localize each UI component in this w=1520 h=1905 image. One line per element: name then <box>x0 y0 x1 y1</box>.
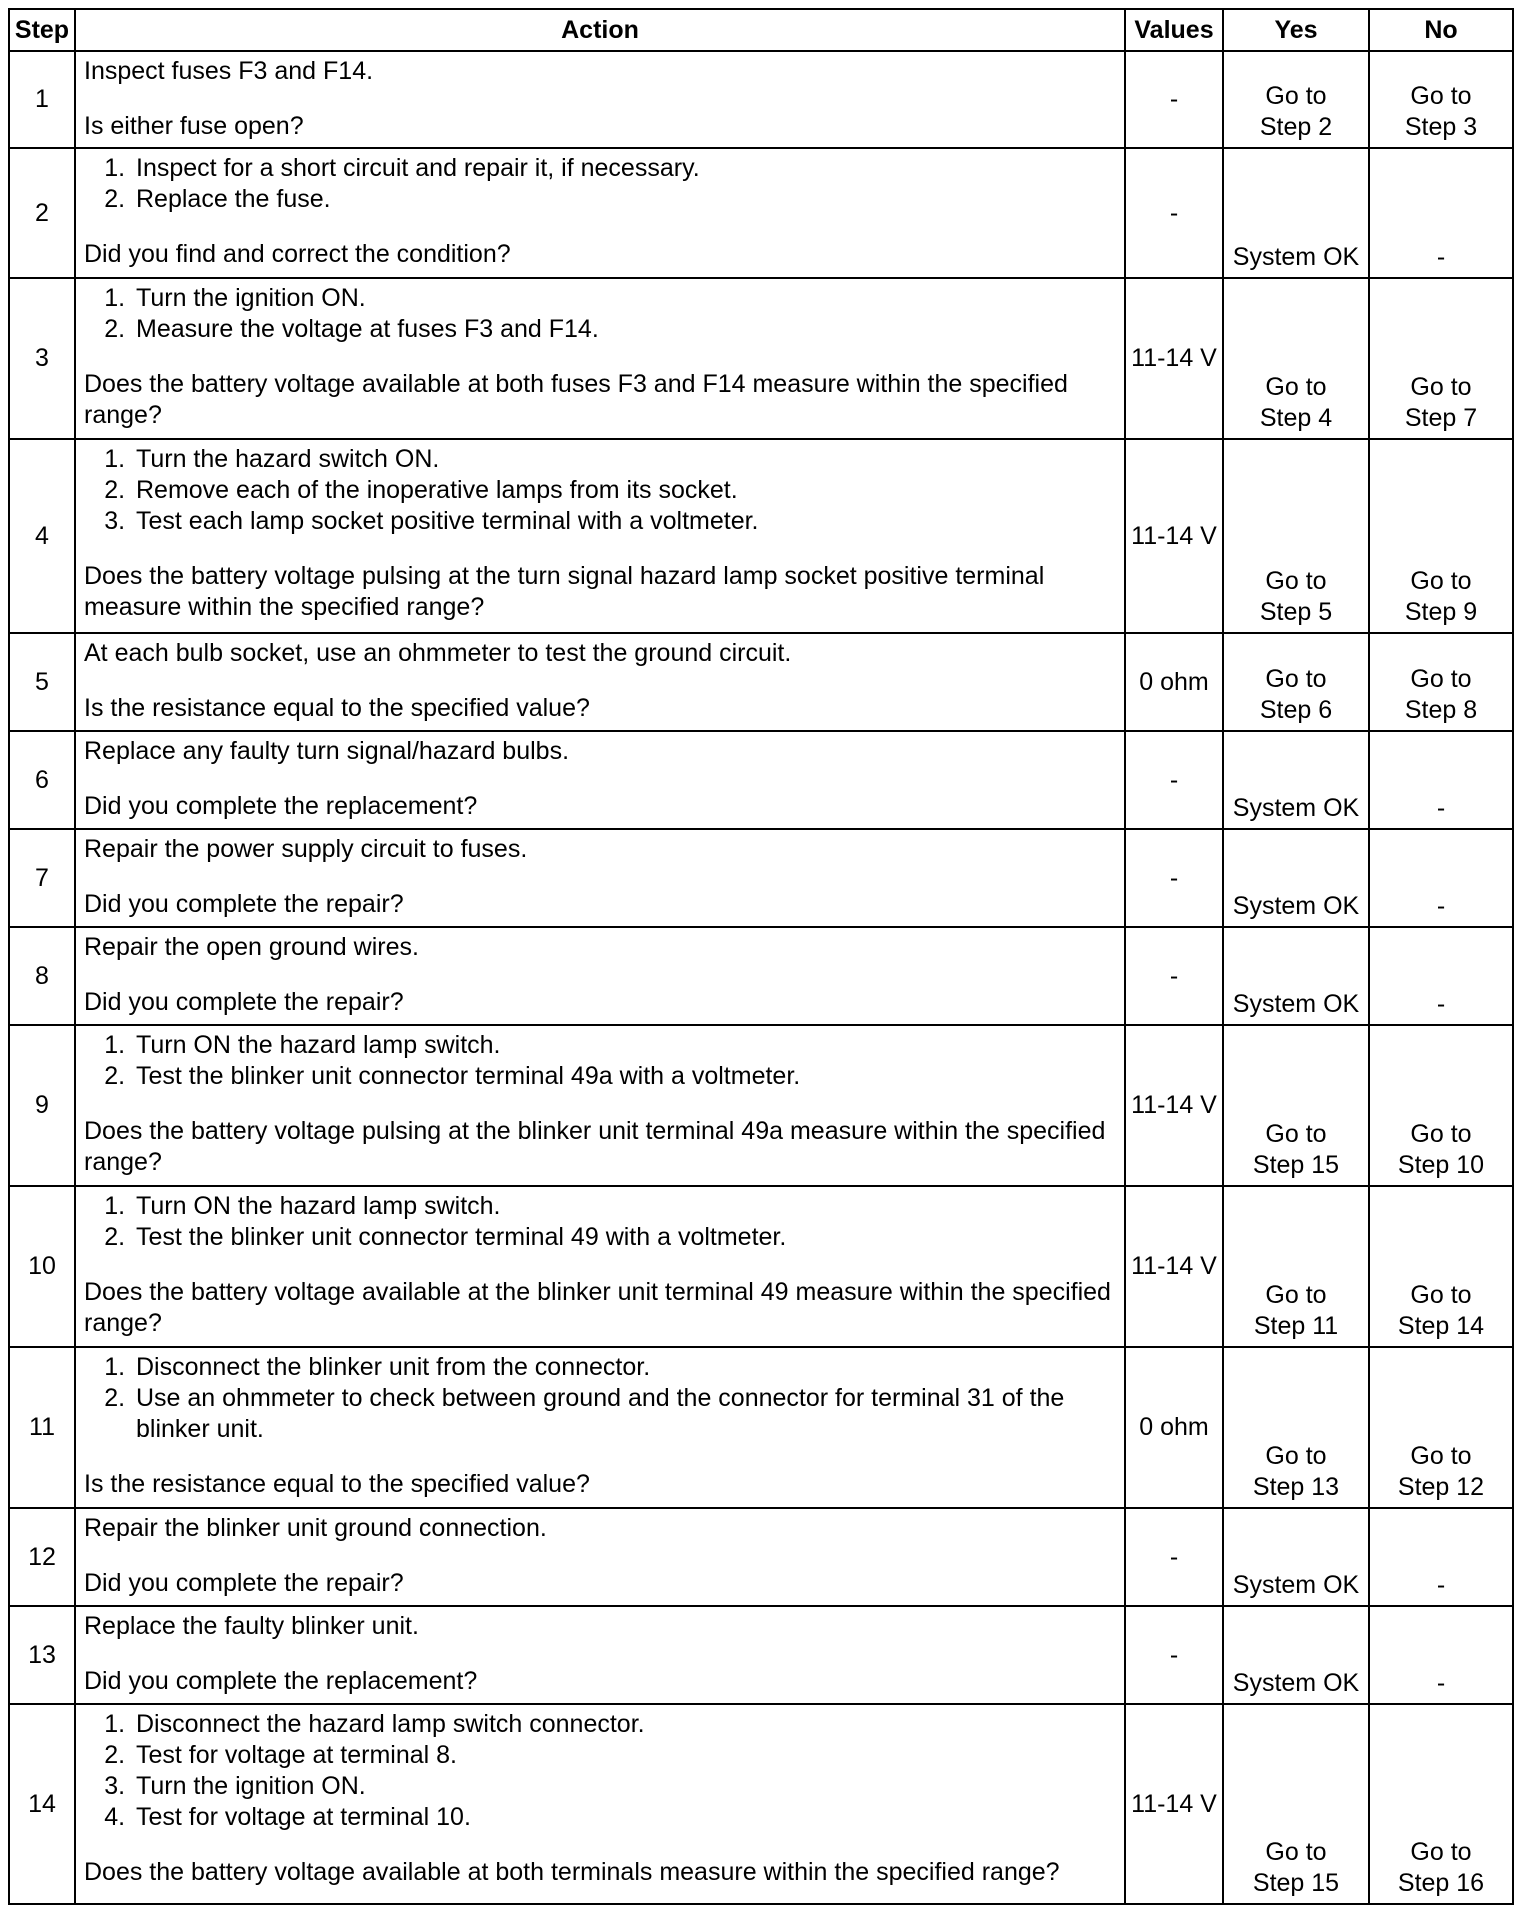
values-cell: 11-14 V <box>1125 439 1223 633</box>
step-number: 5 <box>9 633 75 731</box>
yes-cell: System OK <box>1223 1606 1369 1704</box>
yes-cell: System OK <box>1223 148 1369 278</box>
step-number: 11 <box>9 1347 75 1508</box>
step-number: 2 <box>9 148 75 278</box>
yes-cell: Go to Step 2 <box>1223 51 1369 148</box>
step-number: 6 <box>9 731 75 829</box>
action-step-item: 2. Use an ohmmeter to check between ground and the connector for terminal 31 of the blinker unit. <box>132 1383 1118 1445</box>
table-row <box>9 439 1513 633</box>
no-cell: Go to Step 16 <box>1369 1704 1513 1904</box>
yes-cell: System OK <box>1223 927 1369 1025</box>
values-cell: 11-14 V <box>1125 278 1223 439</box>
action-question: Does the battery voltage available at the blinker unit terminal 49 measure within the specified range? <box>84 1278 1111 1337</box>
diagnostic-page <box>8 8 1512 1905</box>
table-row <box>9 1704 1513 1904</box>
table-row <box>9 1025 1513 1186</box>
action-step-item: 3. Turn the ignition ON. <box>132 1771 1118 1802</box>
no-cell: - <box>1369 1508 1513 1606</box>
values-cell: - <box>1125 829 1223 927</box>
values-cell: - <box>1125 148 1223 278</box>
step-number: 10 <box>9 1186 75 1347</box>
action-cell <box>75 633 1125 731</box>
action-text: At each bulb socket, use an ohmmeter to test the ground circuit. <box>84 639 792 667</box>
header-no: No <box>1369 9 1513 51</box>
action-question: Did you complete the replacement? <box>84 1667 478 1695</box>
table-row <box>9 1186 1513 1347</box>
action-cell <box>75 1704 1125 1904</box>
step-number: 14 <box>9 1704 75 1904</box>
no-cell: Go to Step 12 <box>1369 1347 1513 1508</box>
values-cell: - <box>1125 731 1223 829</box>
header-values: Values <box>1125 9 1223 51</box>
action-question: Is either fuse open? <box>84 112 304 140</box>
action-steps-list <box>84 283 1118 345</box>
action-steps-list <box>84 1030 1118 1092</box>
action-step-item: 1. Turn the ignition ON. <box>132 283 1118 314</box>
values-cell: - <box>1125 1606 1223 1704</box>
step-number: 8 <box>9 927 75 1025</box>
action-cell <box>75 278 1125 439</box>
values-cell: - <box>1125 927 1223 1025</box>
step-number: 9 <box>9 1025 75 1186</box>
action-text: Repair the blinker unit ground connection. <box>84 1514 547 1542</box>
values-cell: 0 ohm <box>1125 1347 1223 1508</box>
action-text: Inspect fuses F3 and F14. <box>84 57 374 85</box>
action-cell <box>75 1606 1125 1704</box>
action-question: Does the battery voltage pulsing at the turn signal hazard lamp socket positive terminal measure within the specified range? <box>84 562 1045 621</box>
header-row <box>9 9 1513 51</box>
action-step-item: 1. Turn ON the hazard lamp switch. <box>132 1030 1118 1061</box>
table-row <box>9 148 1513 278</box>
yes-cell: Go to Step 5 <box>1223 439 1369 633</box>
values-cell: 11-14 V <box>1125 1025 1223 1186</box>
action-cell <box>75 1508 1125 1606</box>
yes-cell: System OK <box>1223 1508 1369 1606</box>
yes-cell: Go to Step 15 <box>1223 1704 1369 1904</box>
no-cell: - <box>1369 1606 1513 1704</box>
step-number: 12 <box>9 1508 75 1606</box>
header-yes: Yes <box>1223 9 1369 51</box>
yes-cell: Go to Step 11 <box>1223 1186 1369 1347</box>
table-row <box>9 829 1513 927</box>
no-cell: Go to Step 3 <box>1369 51 1513 148</box>
action-question: Did you complete the repair? <box>84 988 404 1016</box>
yes-cell: Go to Step 15 <box>1223 1025 1369 1186</box>
table-row <box>9 633 1513 731</box>
yes-cell: Go to Step 13 <box>1223 1347 1369 1508</box>
table-row <box>9 1347 1513 1508</box>
action-step-item: 1. Turn the hazard switch ON. <box>132 444 1118 475</box>
action-text: Replace any faulty turn signal/hazard bulbs. <box>84 737 570 765</box>
action-cell <box>75 51 1125 148</box>
table-row <box>9 278 1513 439</box>
action-question: Did you complete the repair? <box>84 1569 404 1597</box>
values-cell: 0 ohm <box>1125 633 1223 731</box>
action-step-item: 2. Measure the voltage at fuses F3 and F14. <box>132 314 1118 345</box>
action-cell <box>75 1347 1125 1508</box>
action-cell <box>75 829 1125 927</box>
values-cell: 11-14 V <box>1125 1186 1223 1347</box>
table-row <box>9 51 1513 148</box>
action-steps-list <box>84 1709 1118 1833</box>
action-cell <box>75 927 1125 1025</box>
action-steps-list <box>84 444 1118 537</box>
yes-cell: Go to Step 6 <box>1223 633 1369 731</box>
action-step-item: 1. Disconnect the blinker unit from the connector. <box>132 1352 1118 1383</box>
step-number: 13 <box>9 1606 75 1704</box>
no-cell: Go to Step 8 <box>1369 633 1513 731</box>
action-cell <box>75 1186 1125 1347</box>
header-action: Action <box>75 9 1125 51</box>
action-question: Did you complete the repair? <box>84 890 404 918</box>
action-step-item: 3. Test each lamp socket positive terminal with a voltmeter. <box>132 506 1118 537</box>
no-cell: - <box>1369 829 1513 927</box>
values-cell: - <box>1125 1508 1223 1606</box>
action-step-item: 2. Test for voltage at terminal 8. <box>132 1740 1118 1771</box>
no-cell: Go to Step 14 <box>1369 1186 1513 1347</box>
action-steps-list <box>84 1191 1118 1253</box>
no-cell: - <box>1369 731 1513 829</box>
table-body <box>9 51 1513 1904</box>
action-steps-list <box>84 153 1118 215</box>
action-text: Repair the open ground wires. <box>84 933 419 961</box>
values-cell: 11-14 V <box>1125 1704 1223 1904</box>
action-question: Did you find and correct the condition? <box>84 240 511 268</box>
action-cell <box>75 731 1125 829</box>
action-steps-list <box>84 1352 1118 1445</box>
action-step-item: 1. Disconnect the hazard lamp switch connector. <box>132 1709 1118 1740</box>
step-number: 7 <box>9 829 75 927</box>
no-cell: Go to Step 7 <box>1369 278 1513 439</box>
action-text: Replace the faulty blinker unit. <box>84 1612 419 1640</box>
action-cell <box>75 1025 1125 1186</box>
action-question: Does the battery voltage pulsing at the blinker unit terminal 49a measure within the specified range? <box>84 1117 1106 1176</box>
action-question: Does the battery voltage available at both terminals measure within the specified range? <box>84 1858 1060 1886</box>
action-step-item: 1. Turn ON the hazard lamp switch. <box>132 1191 1118 1222</box>
table-row <box>9 1508 1513 1606</box>
action-question: Does the battery voltage available at both fuses F3 and F14 measure within the specified range? <box>84 370 1068 429</box>
action-step-item: 2. Remove each of the inoperative lamps from its socket. <box>132 475 1118 506</box>
action-cell <box>75 148 1125 278</box>
table-row <box>9 1606 1513 1704</box>
yes-cell: System OK <box>1223 829 1369 927</box>
action-question: Did you complete the replacement? <box>84 792 478 820</box>
action-step-item: 1. Inspect for a short circuit and repair it, if necessary. <box>132 153 1118 184</box>
action-step-item: 4. Test for voltage at terminal 10. <box>132 1802 1118 1833</box>
yes-cell: System OK <box>1223 731 1369 829</box>
no-cell: Go to Step 10 <box>1369 1025 1513 1186</box>
header-step: Step <box>9 9 75 51</box>
step-number: 4 <box>9 439 75 633</box>
action-text: Repair the power supply circuit to fuses. <box>84 835 528 863</box>
no-cell: Go to Step 9 <box>1369 439 1513 633</box>
step-number: 3 <box>9 278 75 439</box>
table-row <box>9 731 1513 829</box>
action-step-item: 2. Test the blinker unit connector terminal 49 with a voltmeter. <box>132 1222 1118 1253</box>
table-row <box>9 927 1513 1025</box>
diagnostic-table <box>8 8 1514 1905</box>
values-cell: - <box>1125 51 1223 148</box>
action-question: Is the resistance equal to the specified value? <box>84 1470 590 1498</box>
no-cell: - <box>1369 148 1513 278</box>
step-number: 1 <box>9 51 75 148</box>
action-step-item: 2. Test the blinker unit connector terminal 49a with a voltmeter. <box>132 1061 1118 1092</box>
action-question: Is the resistance equal to the specified value? <box>84 694 590 722</box>
no-cell: - <box>1369 927 1513 1025</box>
action-cell <box>75 439 1125 633</box>
yes-cell: Go to Step 4 <box>1223 278 1369 439</box>
action-step-item: 2. Replace the fuse. <box>132 184 1118 215</box>
